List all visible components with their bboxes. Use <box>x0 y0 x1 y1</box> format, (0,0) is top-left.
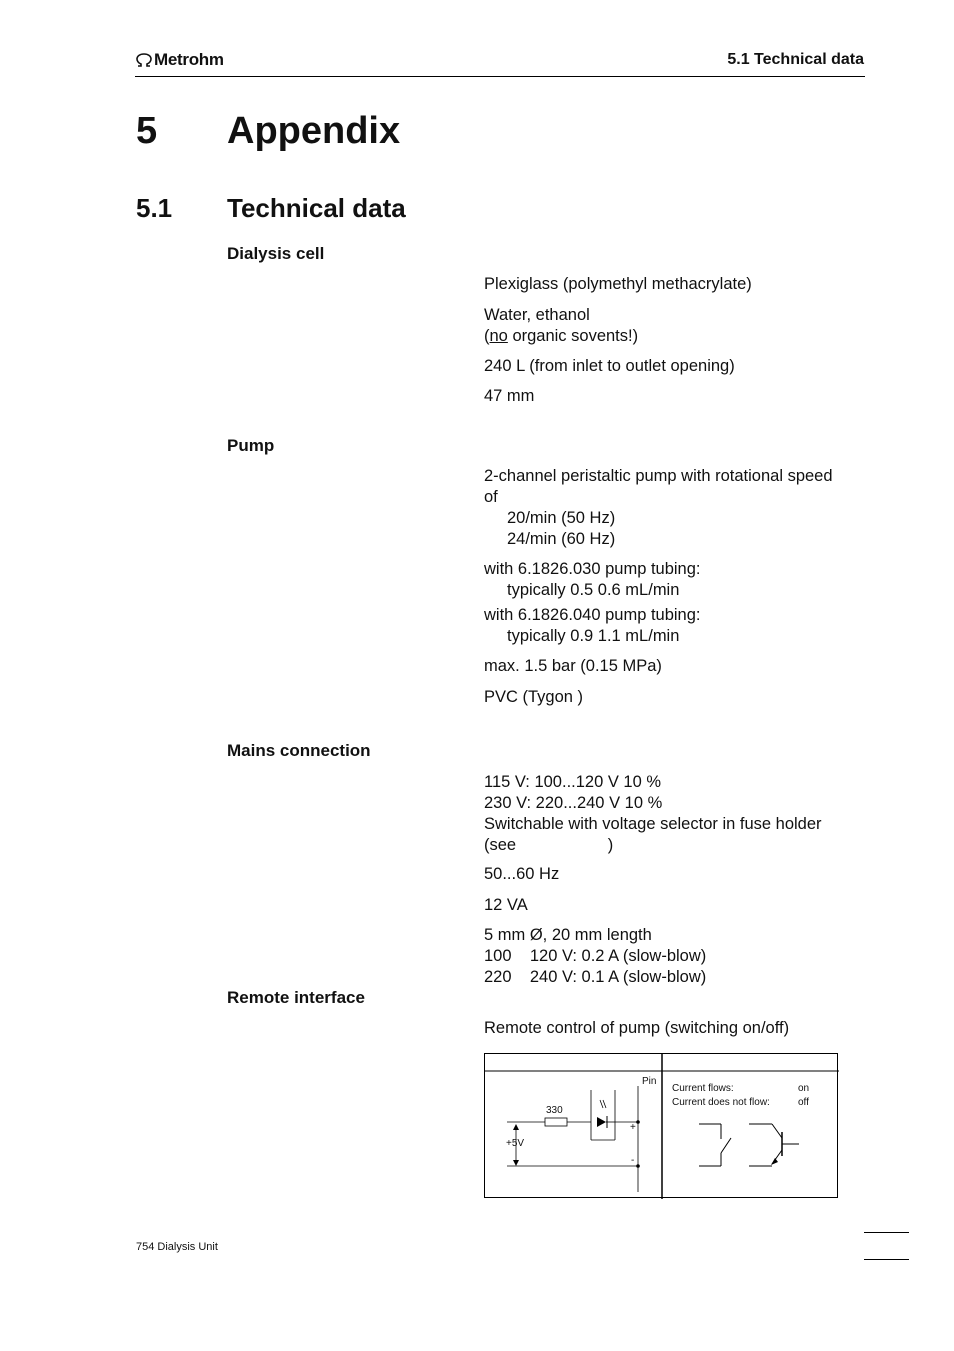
pump-speed-60hz: 24/min (60 Hz) <box>507 530 616 548</box>
remote-circuit-diagram <box>484 1053 838 1198</box>
pin-minus-label: - <box>631 1155 635 1166</box>
dialysis-diameter: 47 mm <box>484 387 535 405</box>
header-divider <box>135 76 865 77</box>
pump-tubing-material: PVC (Tygon ) <box>484 688 584 706</box>
mains-fuses <box>484 925 864 988</box>
pump-pressure: max. 1.5 bar (0.15 MPa) <box>484 657 662 675</box>
no-current-label: Current does not flow: <box>672 1097 770 1108</box>
footer-rule-bottom <box>864 1259 909 1260</box>
cleaning-no-word: no <box>489 327 508 345</box>
mains-selector-line1: Switchable with voltage selector in fuse holder <box>484 815 822 833</box>
dialysis-heading: Dialysis cell <box>227 244 325 263</box>
pump-type <box>484 466 864 550</box>
pump-heading: Pump <box>227 436 275 455</box>
mains-voltage-230: 230 V: 220...240 V 10 % <box>484 794 663 812</box>
voltage-label: +5V <box>506 1138 525 1149</box>
brand-logo <box>136 50 224 70</box>
section-title: Technical data <box>227 193 406 223</box>
circuit-schematic-icon <box>485 1054 839 1199</box>
mains-frequency: 50...60 Hz <box>484 865 560 883</box>
mains-heading: Mains connection <box>227 741 371 760</box>
mains-voltage <box>484 772 864 856</box>
remote-description: Remote control of pump (switching on/off) <box>484 1019 790 1037</box>
pump-tubing-040-label: with 6.1826.040 pump tubing: <box>484 606 701 624</box>
dialysis-cleaning <box>484 305 864 347</box>
mains-fuse-high: 220 240 V: 0.1 A (slow-blow) <box>484 968 707 986</box>
dialysis-cleaning-line2 <box>484 326 864 347</box>
cleaning-open-paren: ( <box>484 327 490 345</box>
pump-type-line1: 2-channel peristaltic pump with rotational speed <box>484 467 833 485</box>
omega-logo-icon <box>136 53 152 67</box>
mains-voltage-115: 115 V: 100...120 V 10 % <box>484 773 662 791</box>
dialysis-cleaning-line1: Water, ethanol <box>484 306 590 324</box>
running-title: 5.1 Technical data <box>727 51 864 68</box>
pump-type-line2: of <box>484 488 498 506</box>
dialysis-volume: 240 L (from inlet to outlet opening) <box>484 357 735 375</box>
pump-speed-50hz: 20/min (50 Hz) <box>507 509 616 527</box>
pin-label: Pin <box>642 1076 657 1087</box>
pump-tubing-030-rate: typically 0.5 0.6 mL/min <box>507 581 680 599</box>
pump-tubing-030 <box>484 559 864 601</box>
mains-fuse-low: 100 120 V: 0.2 A (slow-blow) <box>484 947 707 965</box>
pump-tubing-030-label: with 6.1826.030 pump tubing: <box>484 560 701 578</box>
no-current-state: off <box>798 1097 809 1108</box>
pump-tubing-040 <box>484 605 864 647</box>
chapter-title: Appendix <box>227 110 401 152</box>
current-flows-label: Current flows: <box>672 1083 734 1094</box>
pump-tubing-040-rate: typically 0.9 1.1 mL/min <box>507 627 680 645</box>
chapter-number: 5 <box>136 110 158 152</box>
dialysis-material: Plexiglass (polymethyl methacrylate) <box>484 275 752 293</box>
current-flows-state: on <box>798 1083 810 1094</box>
section-number: 5.1 <box>136 193 173 223</box>
mains-selector-line2: (see ) <box>484 836 614 854</box>
mains-power: 12 VA <box>484 896 528 914</box>
cleaning-rest: organic sovents!) <box>507 327 639 345</box>
footer-rule-top <box>864 1232 909 1233</box>
footer-product: 754 Dialysis Unit <box>136 1241 218 1253</box>
remote-heading: Remote interface <box>227 988 365 1007</box>
brand-name: Metrohm <box>154 50 224 69</box>
resistor-label: 330 <box>546 1105 563 1116</box>
pin-plus-label: + <box>630 1122 636 1133</box>
mains-fuse-size: 5 mm Ø, 20 mm length <box>484 926 652 944</box>
